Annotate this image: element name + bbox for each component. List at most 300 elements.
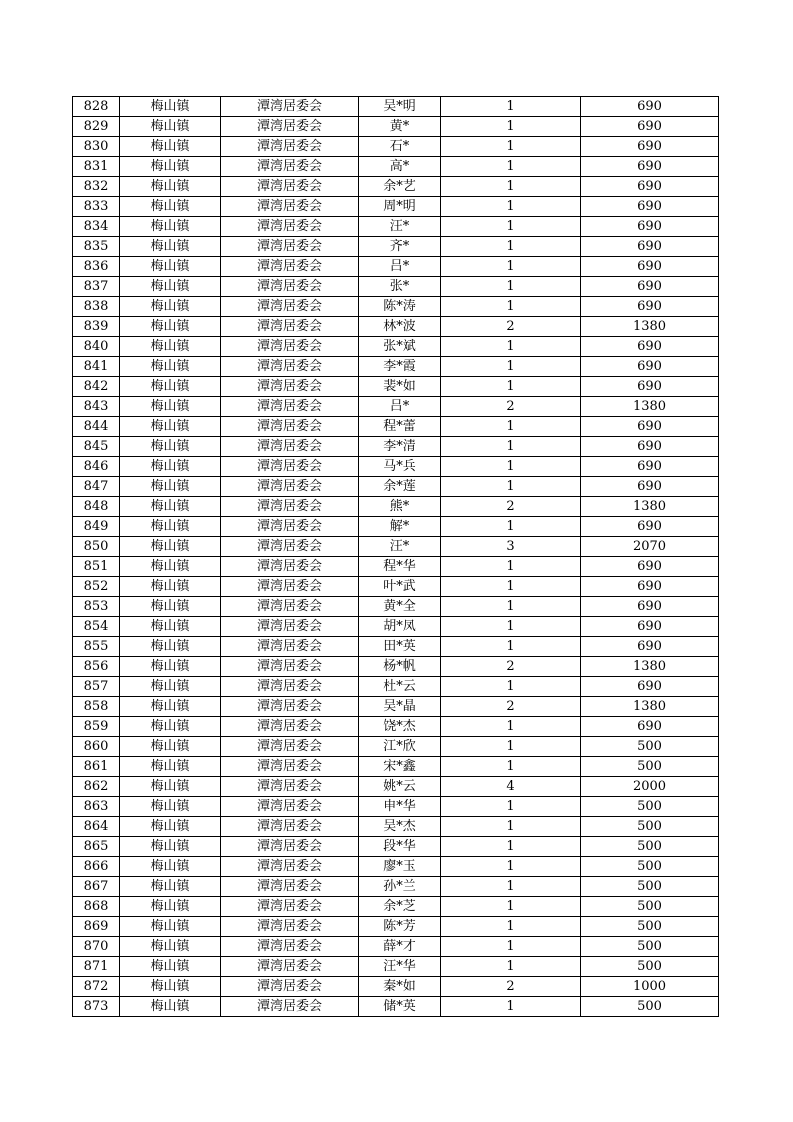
amount-cell: 690 xyxy=(581,417,719,437)
amount-cell: 690 xyxy=(581,377,719,397)
row-number-cell: 836 xyxy=(73,257,120,277)
amount-cell: 1380 xyxy=(581,697,719,717)
person-name-cell: 孙*兰 xyxy=(359,877,441,897)
person-count-cell: 1 xyxy=(441,117,581,137)
town-name-cell: 梅山镇 xyxy=(120,177,221,197)
table-row xyxy=(73,217,719,237)
row-number-cell: 862 xyxy=(73,777,120,797)
row-number-cell: 837 xyxy=(73,277,120,297)
community-name-cell: 潭湾居委会 xyxy=(221,877,359,897)
person-name-cell: 秦*如 xyxy=(359,977,441,997)
amount-cell: 500 xyxy=(581,797,719,817)
person-name-cell: 廖*玉 xyxy=(359,857,441,877)
row-number-cell: 863 xyxy=(73,797,120,817)
row-number-cell: 868 xyxy=(73,897,120,917)
person-count-cell: 1 xyxy=(441,177,581,197)
town-name-cell: 梅山镇 xyxy=(120,197,221,217)
amount-cell: 500 xyxy=(581,957,719,977)
person-count-cell: 2 xyxy=(441,397,581,417)
table-row xyxy=(73,437,719,457)
person-count-cell: 2 xyxy=(441,497,581,517)
table-row xyxy=(73,397,719,417)
table-row xyxy=(73,537,719,557)
community-name-cell: 潭湾居委会 xyxy=(221,157,359,177)
community-name-cell: 潭湾居委会 xyxy=(221,897,359,917)
person-count-cell: 2 xyxy=(441,977,581,997)
person-count-cell: 1 xyxy=(441,217,581,237)
person-name-cell: 吴*明 xyxy=(359,97,441,117)
person-name-cell: 申*华 xyxy=(359,797,441,817)
person-name-cell: 余*莲 xyxy=(359,477,441,497)
person-name-cell: 汪* xyxy=(359,537,441,557)
person-name-cell: 陈*芳 xyxy=(359,917,441,937)
community-name-cell: 潭湾居委会 xyxy=(221,837,359,857)
row-number-cell: 864 xyxy=(73,817,120,837)
person-count-cell: 1 xyxy=(441,897,581,917)
community-name-cell: 潭湾居委会 xyxy=(221,237,359,257)
community-name-cell: 潭湾居委会 xyxy=(221,337,359,357)
table-row xyxy=(73,557,719,577)
community-name-cell: 潭湾居委会 xyxy=(221,557,359,577)
community-name-cell: 潭湾居委会 xyxy=(221,457,359,477)
community-name-cell: 潭湾居委会 xyxy=(221,197,359,217)
town-name-cell: 梅山镇 xyxy=(120,917,221,937)
amount-cell: 690 xyxy=(581,157,719,177)
community-name-cell: 潭湾居委会 xyxy=(221,917,359,937)
person-name-cell: 李*清 xyxy=(359,437,441,457)
community-name-cell: 潭湾居委会 xyxy=(221,797,359,817)
community-name-cell: 潭湾居委会 xyxy=(221,777,359,797)
table-row xyxy=(73,157,719,177)
community-name-cell: 潭湾居委会 xyxy=(221,577,359,597)
community-name-cell: 潭湾居委会 xyxy=(221,757,359,777)
person-count-cell: 1 xyxy=(441,417,581,437)
amount-cell: 690 xyxy=(581,297,719,317)
person-name-cell: 林*波 xyxy=(359,317,441,337)
amount-cell: 500 xyxy=(581,897,719,917)
person-count-cell: 1 xyxy=(441,817,581,837)
town-name-cell: 梅山镇 xyxy=(120,997,221,1017)
row-number-cell: 861 xyxy=(73,757,120,777)
amount-cell: 690 xyxy=(581,257,719,277)
person-name-cell: 高* xyxy=(359,157,441,177)
table-row xyxy=(73,677,719,697)
community-name-cell: 潭湾居委会 xyxy=(221,937,359,957)
row-number-cell: 866 xyxy=(73,857,120,877)
community-name-cell: 潭湾居委会 xyxy=(221,857,359,877)
amount-cell: 690 xyxy=(581,477,719,497)
person-name-cell: 段*华 xyxy=(359,837,441,857)
person-count-cell: 1 xyxy=(441,997,581,1017)
row-number-cell: 846 xyxy=(73,457,120,477)
community-name-cell: 潭湾居委会 xyxy=(221,437,359,457)
table-row xyxy=(73,817,719,837)
town-name-cell: 梅山镇 xyxy=(120,317,221,337)
person-count-cell: 1 xyxy=(441,637,581,657)
person-name-cell: 薛*才 xyxy=(359,937,441,957)
town-name-cell: 梅山镇 xyxy=(120,417,221,437)
town-name-cell: 梅山镇 xyxy=(120,157,221,177)
row-number-cell: 831 xyxy=(73,157,120,177)
amount-cell: 2000 xyxy=(581,777,719,797)
community-name-cell: 潭湾居委会 xyxy=(221,477,359,497)
amount-cell: 690 xyxy=(581,277,719,297)
person-name-cell: 杨*帆 xyxy=(359,657,441,677)
community-name-cell: 潭湾居委会 xyxy=(221,997,359,1017)
table-row xyxy=(73,577,719,597)
amount-cell: 690 xyxy=(581,637,719,657)
person-count-cell: 1 xyxy=(441,237,581,257)
person-name-cell: 石* xyxy=(359,137,441,157)
amount-cell: 690 xyxy=(581,677,719,697)
town-name-cell: 梅山镇 xyxy=(120,597,221,617)
amount-cell: 690 xyxy=(581,597,719,617)
amount-cell: 690 xyxy=(581,177,719,197)
town-name-cell: 梅山镇 xyxy=(120,117,221,137)
table-row xyxy=(73,117,719,137)
table-row xyxy=(73,917,719,937)
row-number-cell: 859 xyxy=(73,717,120,737)
person-name-cell: 余*艺 xyxy=(359,177,441,197)
table-row xyxy=(73,257,719,277)
table-row xyxy=(73,177,719,197)
amount-cell: 500 xyxy=(581,937,719,957)
community-name-cell: 潭湾居委会 xyxy=(221,817,359,837)
person-count-cell: 1 xyxy=(441,617,581,637)
table-row xyxy=(73,857,719,877)
person-count-cell: 1 xyxy=(441,137,581,157)
row-number-cell: 839 xyxy=(73,317,120,337)
town-name-cell: 梅山镇 xyxy=(120,577,221,597)
amount-cell: 2070 xyxy=(581,537,719,557)
table-row xyxy=(73,737,719,757)
person-name-cell: 余*芝 xyxy=(359,897,441,917)
table-row xyxy=(73,497,719,517)
table-row xyxy=(73,977,719,997)
community-name-cell: 潭湾居委会 xyxy=(221,497,359,517)
table-row xyxy=(73,517,719,537)
row-number-cell: 833 xyxy=(73,197,120,217)
town-name-cell: 梅山镇 xyxy=(120,837,221,857)
community-name-cell: 潭湾居委会 xyxy=(221,637,359,657)
person-name-cell: 齐* xyxy=(359,237,441,257)
person-count-cell: 1 xyxy=(441,577,581,597)
person-name-cell: 张* xyxy=(359,277,441,297)
person-name-cell: 程*华 xyxy=(359,557,441,577)
row-number-cell: 840 xyxy=(73,337,120,357)
person-count-cell: 2 xyxy=(441,317,581,337)
person-name-cell: 杜*云 xyxy=(359,677,441,697)
table-row xyxy=(73,137,719,157)
table-row xyxy=(73,417,719,437)
town-name-cell: 梅山镇 xyxy=(120,277,221,297)
amount-cell: 690 xyxy=(581,197,719,217)
row-number-cell: 872 xyxy=(73,977,120,997)
amount-cell: 1380 xyxy=(581,397,719,417)
community-name-cell: 潭湾居委会 xyxy=(221,957,359,977)
beneficiary-table xyxy=(72,96,719,1017)
amount-cell: 1380 xyxy=(581,497,719,517)
amount-cell: 500 xyxy=(581,817,719,837)
community-name-cell: 潭湾居委会 xyxy=(221,677,359,697)
amount-cell: 690 xyxy=(581,517,719,537)
town-name-cell: 梅山镇 xyxy=(120,717,221,737)
amount-cell: 690 xyxy=(581,557,719,577)
row-number-cell: 848 xyxy=(73,497,120,517)
row-number-cell: 838 xyxy=(73,297,120,317)
person-name-cell: 吴*晶 xyxy=(359,697,441,717)
community-name-cell: 潭湾居委会 xyxy=(221,697,359,717)
person-count-cell: 1 xyxy=(441,837,581,857)
person-count-cell: 1 xyxy=(441,357,581,377)
amount-cell: 500 xyxy=(581,857,719,877)
amount-cell: 690 xyxy=(581,337,719,357)
table-row xyxy=(73,297,719,317)
person-count-cell: 1 xyxy=(441,517,581,537)
person-name-cell: 解* xyxy=(359,517,441,537)
town-name-cell: 梅山镇 xyxy=(120,877,221,897)
table-row xyxy=(73,197,719,217)
row-number-cell: 860 xyxy=(73,737,120,757)
person-count-cell: 1 xyxy=(441,957,581,977)
town-name-cell: 梅山镇 xyxy=(120,617,221,637)
town-name-cell: 梅山镇 xyxy=(120,517,221,537)
table-row xyxy=(73,837,719,857)
person-count-cell: 1 xyxy=(441,377,581,397)
community-name-cell: 潭湾居委会 xyxy=(221,977,359,997)
person-name-cell: 马*兵 xyxy=(359,457,441,477)
amount-cell: 500 xyxy=(581,757,719,777)
person-count-cell: 4 xyxy=(441,777,581,797)
person-name-cell: 黄*全 xyxy=(359,597,441,617)
amount-cell: 690 xyxy=(581,97,719,117)
town-name-cell: 梅山镇 xyxy=(120,697,221,717)
table-row xyxy=(73,457,719,477)
row-number-cell: 865 xyxy=(73,837,120,857)
amount-cell: 500 xyxy=(581,837,719,857)
person-name-cell: 汪*华 xyxy=(359,957,441,977)
community-name-cell: 潭湾居委会 xyxy=(221,717,359,737)
town-name-cell: 梅山镇 xyxy=(120,237,221,257)
community-name-cell: 潭湾居委会 xyxy=(221,177,359,197)
person-count-cell: 1 xyxy=(441,857,581,877)
amount-cell: 1000 xyxy=(581,977,719,997)
table-row xyxy=(73,617,719,637)
person-name-cell: 田*英 xyxy=(359,637,441,657)
row-number-cell: 853 xyxy=(73,597,120,617)
row-number-cell: 867 xyxy=(73,877,120,897)
person-count-cell: 2 xyxy=(441,657,581,677)
row-number-cell: 841 xyxy=(73,357,120,377)
row-number-cell: 854 xyxy=(73,617,120,637)
town-name-cell: 梅山镇 xyxy=(120,797,221,817)
community-name-cell: 潭湾居委会 xyxy=(221,97,359,117)
amount-cell: 1380 xyxy=(581,657,719,677)
community-name-cell: 潭湾居委会 xyxy=(221,417,359,437)
amount-cell: 690 xyxy=(581,717,719,737)
person-name-cell: 叶*武 xyxy=(359,577,441,597)
person-count-cell: 3 xyxy=(441,537,581,557)
person-count-cell: 2 xyxy=(441,697,581,717)
person-name-cell: 熊* xyxy=(359,497,441,517)
amount-cell: 690 xyxy=(581,117,719,137)
amount-cell: 500 xyxy=(581,877,719,897)
town-name-cell: 梅山镇 xyxy=(120,477,221,497)
person-count-cell: 1 xyxy=(441,877,581,897)
community-name-cell: 潭湾居委会 xyxy=(221,657,359,677)
town-name-cell: 梅山镇 xyxy=(120,137,221,157)
town-name-cell: 梅山镇 xyxy=(120,297,221,317)
table-row xyxy=(73,377,719,397)
table-row xyxy=(73,937,719,957)
town-name-cell: 梅山镇 xyxy=(120,637,221,657)
community-name-cell: 潭湾居委会 xyxy=(221,257,359,277)
row-number-cell: 835 xyxy=(73,237,120,257)
row-number-cell: 873 xyxy=(73,997,120,1017)
table-row xyxy=(73,277,719,297)
row-number-cell: 832 xyxy=(73,177,120,197)
person-count-cell: 1 xyxy=(441,737,581,757)
table-row xyxy=(73,237,719,257)
town-name-cell: 梅山镇 xyxy=(120,957,221,977)
person-name-cell: 姚*云 xyxy=(359,777,441,797)
community-name-cell: 潭湾居委会 xyxy=(221,297,359,317)
person-count-cell: 1 xyxy=(441,157,581,177)
community-name-cell: 潭湾居委会 xyxy=(221,737,359,757)
table-row xyxy=(73,957,719,977)
community-name-cell: 潭湾居委会 xyxy=(221,357,359,377)
table-row xyxy=(73,97,719,117)
town-name-cell: 梅山镇 xyxy=(120,217,221,237)
amount-cell: 690 xyxy=(581,617,719,637)
row-number-cell: 844 xyxy=(73,417,120,437)
person-count-cell: 1 xyxy=(441,457,581,477)
town-name-cell: 梅山镇 xyxy=(120,257,221,277)
community-name-cell: 潭湾居委会 xyxy=(221,397,359,417)
amount-cell: 690 xyxy=(581,217,719,237)
table-row xyxy=(73,317,719,337)
person-count-cell: 1 xyxy=(441,257,581,277)
person-count-cell: 1 xyxy=(441,717,581,737)
town-name-cell: 梅山镇 xyxy=(120,357,221,377)
town-name-cell: 梅山镇 xyxy=(120,757,221,777)
amount-cell: 690 xyxy=(581,357,719,377)
table-row xyxy=(73,757,719,777)
person-count-cell: 1 xyxy=(441,97,581,117)
town-name-cell: 梅山镇 xyxy=(120,497,221,517)
town-name-cell: 梅山镇 xyxy=(120,817,221,837)
row-number-cell: 856 xyxy=(73,657,120,677)
town-name-cell: 梅山镇 xyxy=(120,97,221,117)
row-number-cell: 850 xyxy=(73,537,120,557)
row-number-cell: 858 xyxy=(73,697,120,717)
person-name-cell: 吕* xyxy=(359,397,441,417)
table-row xyxy=(73,597,719,617)
person-name-cell: 胡*凤 xyxy=(359,617,441,637)
table-row xyxy=(73,797,719,817)
table-row xyxy=(73,657,719,677)
person-name-cell: 李*霞 xyxy=(359,357,441,377)
town-name-cell: 梅山镇 xyxy=(120,737,221,757)
amount-cell: 690 xyxy=(581,577,719,597)
person-count-cell: 1 xyxy=(441,337,581,357)
table-row xyxy=(73,997,719,1017)
community-name-cell: 潭湾居委会 xyxy=(221,217,359,237)
row-number-cell: 855 xyxy=(73,637,120,657)
town-name-cell: 梅山镇 xyxy=(120,397,221,417)
town-name-cell: 梅山镇 xyxy=(120,657,221,677)
row-number-cell: 871 xyxy=(73,957,120,977)
community-name-cell: 潭湾居委会 xyxy=(221,317,359,337)
table-row xyxy=(73,637,719,657)
person-name-cell: 储*英 xyxy=(359,997,441,1017)
table-row xyxy=(73,897,719,917)
person-name-cell: 吕* xyxy=(359,257,441,277)
table-row xyxy=(73,877,719,897)
person-count-cell: 1 xyxy=(441,677,581,697)
amount-cell: 690 xyxy=(581,137,719,157)
person-count-cell: 1 xyxy=(441,917,581,937)
community-name-cell: 潭湾居委会 xyxy=(221,117,359,137)
row-number-cell: 828 xyxy=(73,97,120,117)
person-count-cell: 1 xyxy=(441,597,581,617)
amount-cell: 500 xyxy=(581,737,719,757)
person-name-cell: 陈*涛 xyxy=(359,297,441,317)
table-row xyxy=(73,697,719,717)
table-row xyxy=(73,337,719,357)
amount-cell: 690 xyxy=(581,457,719,477)
row-number-cell: 849 xyxy=(73,517,120,537)
row-number-cell: 834 xyxy=(73,217,120,237)
person-name-cell: 程*蕾 xyxy=(359,417,441,437)
community-name-cell: 潭湾居委会 xyxy=(221,377,359,397)
row-number-cell: 852 xyxy=(73,577,120,597)
person-name-cell: 周*明 xyxy=(359,197,441,217)
town-name-cell: 梅山镇 xyxy=(120,937,221,957)
amount-cell: 500 xyxy=(581,917,719,937)
person-name-cell: 张*斌 xyxy=(359,337,441,357)
community-name-cell: 潭湾居委会 xyxy=(221,517,359,537)
town-name-cell: 梅山镇 xyxy=(120,537,221,557)
person-name-cell: 宋*鑫 xyxy=(359,757,441,777)
amount-cell: 1380 xyxy=(581,317,719,337)
town-name-cell: 梅山镇 xyxy=(120,337,221,357)
person-count-cell: 1 xyxy=(441,437,581,457)
amount-cell: 500 xyxy=(581,997,719,1017)
amount-cell: 690 xyxy=(581,237,719,257)
person-count-cell: 1 xyxy=(441,757,581,777)
row-number-cell: 857 xyxy=(73,677,120,697)
person-count-cell: 1 xyxy=(441,797,581,817)
town-name-cell: 梅山镇 xyxy=(120,377,221,397)
person-name-cell: 吴*杰 xyxy=(359,817,441,837)
person-name-cell: 裴*如 xyxy=(359,377,441,397)
row-number-cell: 842 xyxy=(73,377,120,397)
town-name-cell: 梅山镇 xyxy=(120,677,221,697)
person-count-cell: 1 xyxy=(441,277,581,297)
table-row xyxy=(73,777,719,797)
community-name-cell: 潭湾居委会 xyxy=(221,597,359,617)
town-name-cell: 梅山镇 xyxy=(120,557,221,577)
person-count-cell: 1 xyxy=(441,557,581,577)
community-name-cell: 潭湾居委会 xyxy=(221,537,359,557)
person-count-cell: 1 xyxy=(441,937,581,957)
community-name-cell: 潭湾居委会 xyxy=(221,277,359,297)
person-name-cell: 饶*杰 xyxy=(359,717,441,737)
row-number-cell: 830 xyxy=(73,137,120,157)
town-name-cell: 梅山镇 xyxy=(120,437,221,457)
town-name-cell: 梅山镇 xyxy=(120,457,221,477)
